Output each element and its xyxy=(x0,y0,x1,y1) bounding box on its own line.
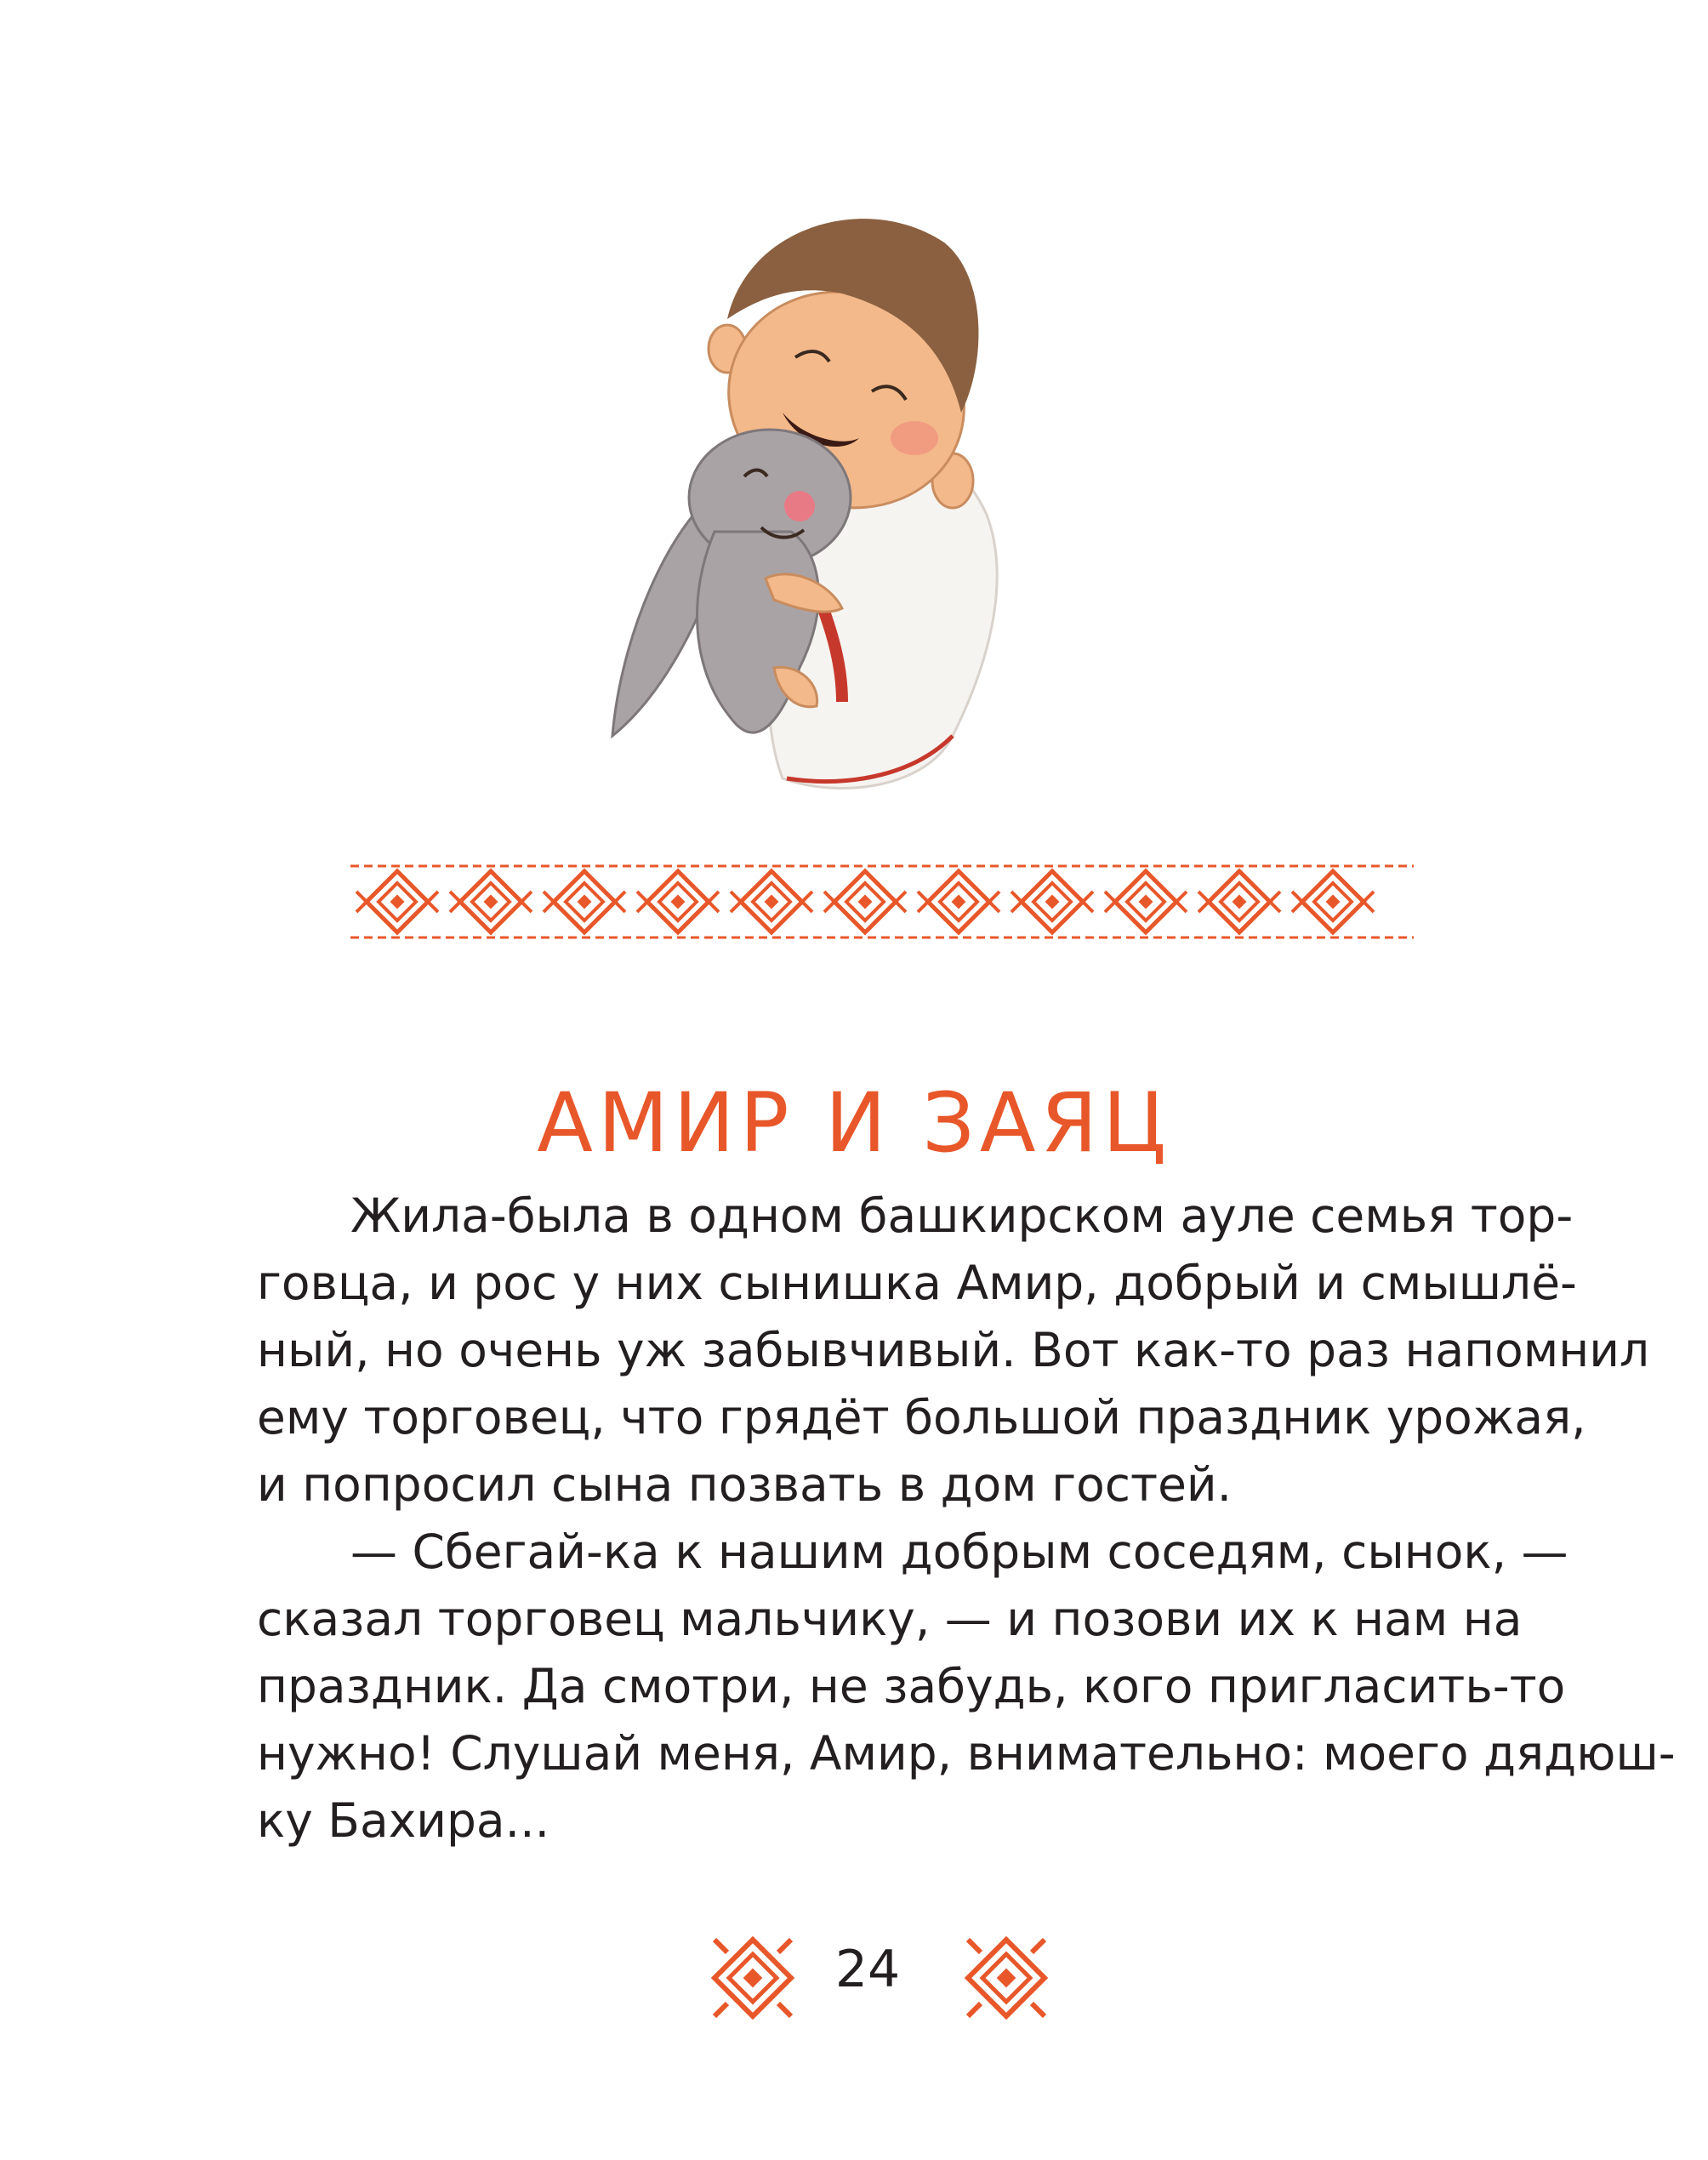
ornament-right-icon xyxy=(951,1923,1062,2033)
hare-nose xyxy=(784,491,815,521)
story-line: и попросил сына позвать в дом гостей. xyxy=(257,1457,1233,1512)
story-line: праздник. Да смотри, не забудь, кого пригласить-то xyxy=(257,1659,1566,1713)
ornament-left-icon xyxy=(697,1923,808,2033)
story-line: ку Бахира... xyxy=(257,1793,550,1848)
page-footer xyxy=(0,1923,1708,2033)
bashkir-ornament-band xyxy=(350,859,1414,944)
story-line: ный, но очень уж забывчивый. Вот как-то раз напомнил xyxy=(257,1323,1650,1377)
story-title: АМИР И ЗАЯЦ xyxy=(537,1075,1171,1171)
story-line: сказал торговец мальчику, — и позови их к нам на xyxy=(257,1592,1523,1646)
story-line: говца, и рос у них сынишка Амир, добрый и смышлё- xyxy=(257,1256,1577,1310)
story-line: нужно! Слушай меня, Амир, внимательно: моего дядюш- xyxy=(257,1726,1676,1781)
page-number: 24 xyxy=(834,1940,901,1999)
story-line: ему торговец, что грядёт большой праздник урожая, xyxy=(257,1390,1586,1445)
story-line: Жила-была в одном башкирском ауле семья тор- xyxy=(350,1188,1574,1243)
boy-cheek xyxy=(891,421,938,455)
boy-hugging-hare-illustration xyxy=(587,191,1114,817)
story-text xyxy=(257,1183,1676,1855)
story-line: — Сбегай-ка к нашим добрым соседям, сынок, — xyxy=(350,1525,1569,1579)
